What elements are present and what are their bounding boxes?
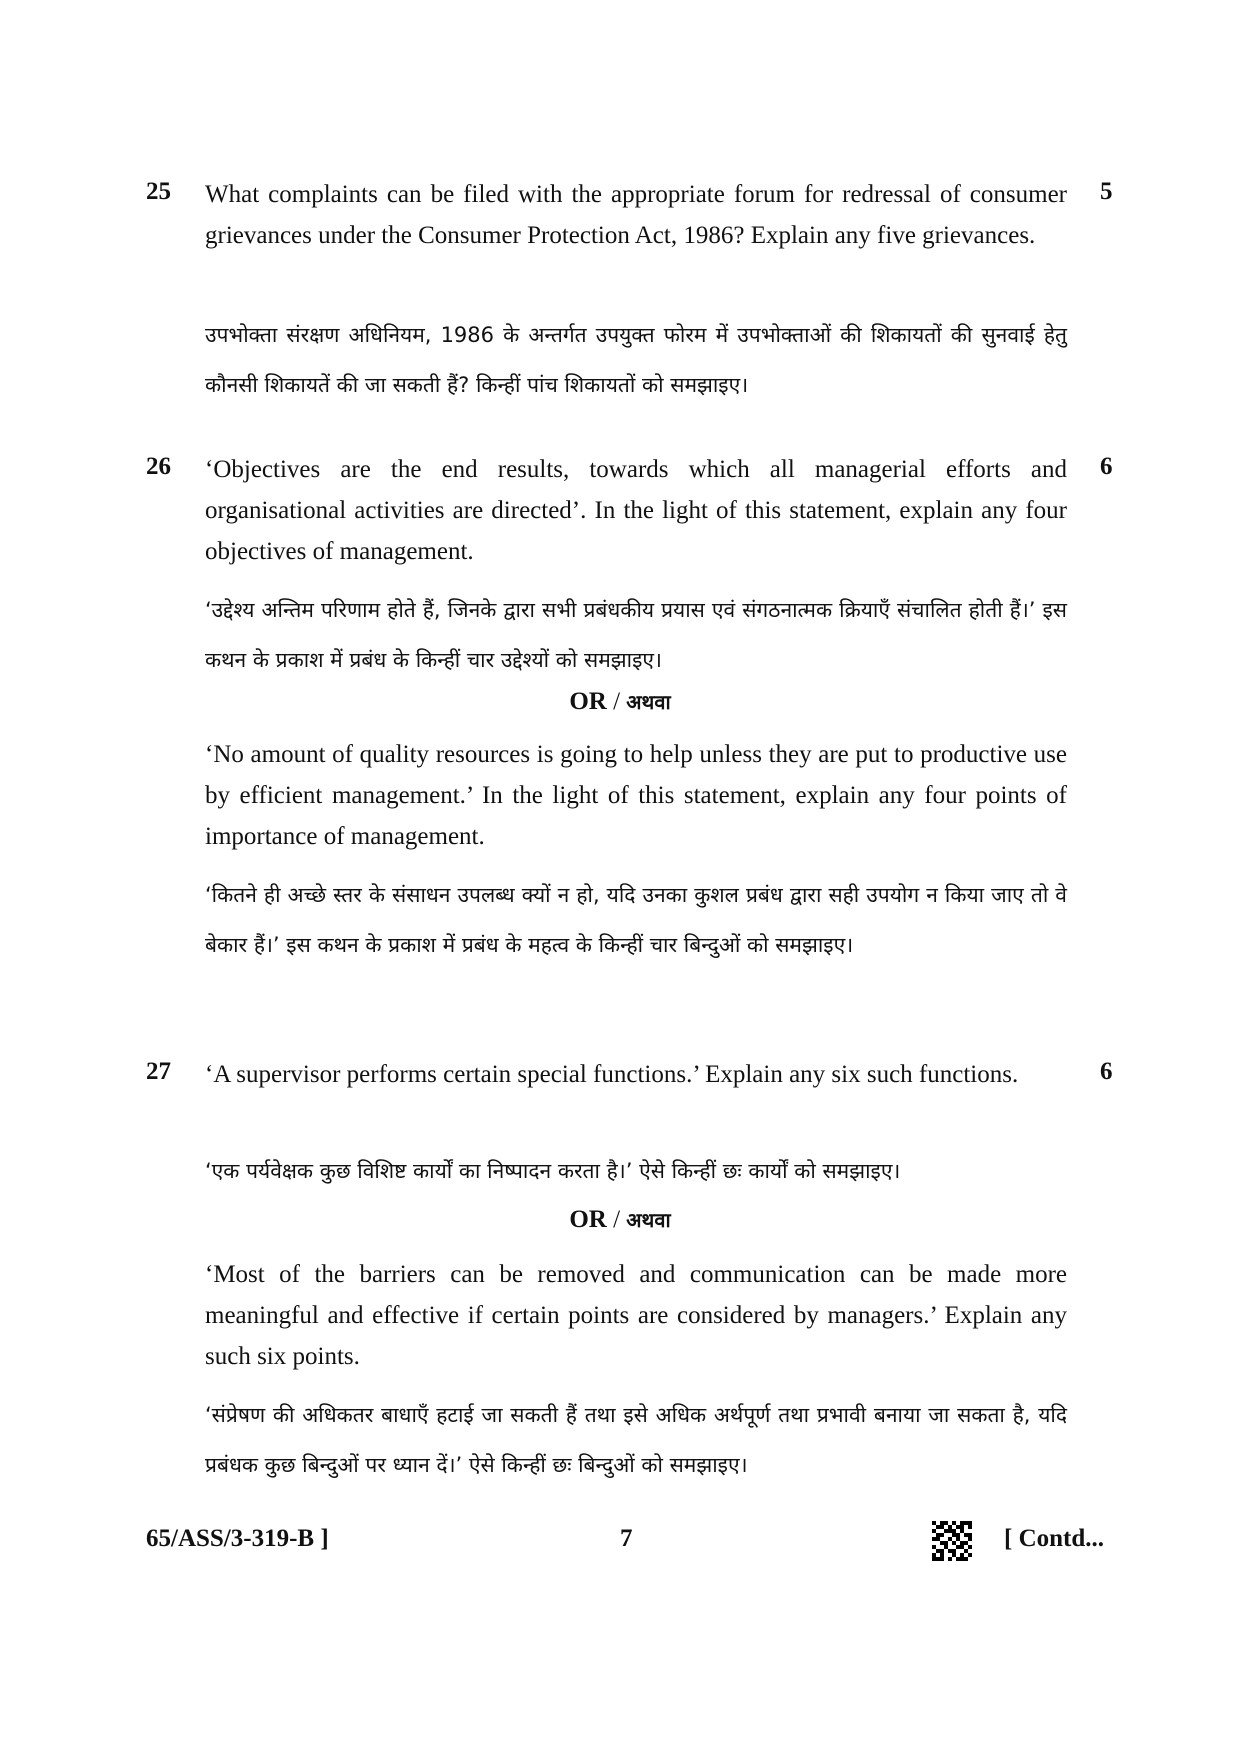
page-footer <box>0 1525 1240 1565</box>
question-number: 25 <box>146 178 171 205</box>
question-marks: 6 <box>1100 1058 1113 1085</box>
question-marks: 5 <box>1100 178 1113 205</box>
paper-code: 65/ASS/3-319-B ] <box>146 1525 329 1552</box>
qr-code-icon <box>932 1521 972 1561</box>
or-question-text-english: ‘Most of the barriers can be removed and communication can be made more meaningful and effective if certain points are considered by managers.’ Explain any such six points. <box>205 1261 1067 1370</box>
or-question-text-hindi: ‘कितने ही अच्छे स्तर के संसाधन उपलब्ध क्यों न हो, यदि उनका कुशल प्रबंध द्वारा सही उपयोग न किया जाए तो वे बेकार हैं।’ इस कथन के प्रकाश में प्रबंध के महत्व के किन्हीं चार बिन्दुओं को समझाइए। <box>205 883 1067 957</box>
or-label-english: OR <box>569 1206 607 1233</box>
or-label-hindi: अथवा <box>626 1208 671 1232</box>
or-question-text-hindi: ‘संप्रेषण की अधिकतर बाधाएँ हटाई जा सकती हैं तथा इसे अधिक अर्थपूर्ण तथा प्रभावी बनाया जा सकता है, यदि प्रबंधक कुछ बिन्दुओं पर ध्यान दें।’ ऐसे किन्हीं छः बिन्दुओं को समझाइए। <box>205 1403 1067 1477</box>
question-text-english: What complaints can be filed with the appropriate forum for redressal of consumer grievances under the Consumer Protection Act, 1986? Explain any five grievances. <box>205 181 1067 249</box>
continued-label: [ Contd... <box>1004 1525 1105 1552</box>
or-label-hindi: अथवा <box>626 690 671 714</box>
question-marks: 6 <box>1100 453 1113 480</box>
or-label-english: OR <box>569 688 607 715</box>
page-number: 7 <box>620 1525 633 1552</box>
or-divider: OR / अथवा <box>569 1206 671 1233</box>
question-text-hindi: ‘एक पर्यवेक्षक कुछ विशिष्ट कार्यों का निष्पादन करता है।’ ऐसे किन्हीं छः कार्यों को समझाइए। <box>205 1159 901 1183</box>
question-text-english: ‘Objectives are the end results, towards which all managerial efforts and organisational activities are directed’. In the light of this statement, explain any four objectives of management. <box>205 456 1067 565</box>
or-question-text-english: ‘No amount of quality resources is going to help unless they are put to productive use by efficient management.’ In the light of this statement, explain any four points of importance of management. <box>205 741 1067 850</box>
question-text-hindi: उपभोक्ता संरक्षण अधिनियम, 1986 के अन्तर्गत उपयुक्त फोरम में उपभोक्ताओं की शिकायतों की सुनवाई हेतु कौनसी शिकायतें की जा सकती हैं? किन्हीं पांच शिकायतों को समझाइए। <box>205 323 1067 397</box>
question-text-hindi: ‘उद्देश्य अन्तिम परिणाम होते हैं, जिनके द्वारा सभी प्रबंधकीय प्रयास एवं संगठनात्मक क्रियाएँ संचालित होती हैं।’ इस कथन के प्रकाश में प्रबंध के किन्हीं चार उद्देश्यों को समझाइए। <box>205 598 1067 672</box>
question-number: 26 <box>146 453 171 480</box>
question-number: 27 <box>146 1058 171 1085</box>
question-text-english: ‘A supervisor performs certain special functions.’ Explain any six such functions. <box>205 1061 1019 1088</box>
or-divider: OR / अथवा <box>569 688 671 715</box>
